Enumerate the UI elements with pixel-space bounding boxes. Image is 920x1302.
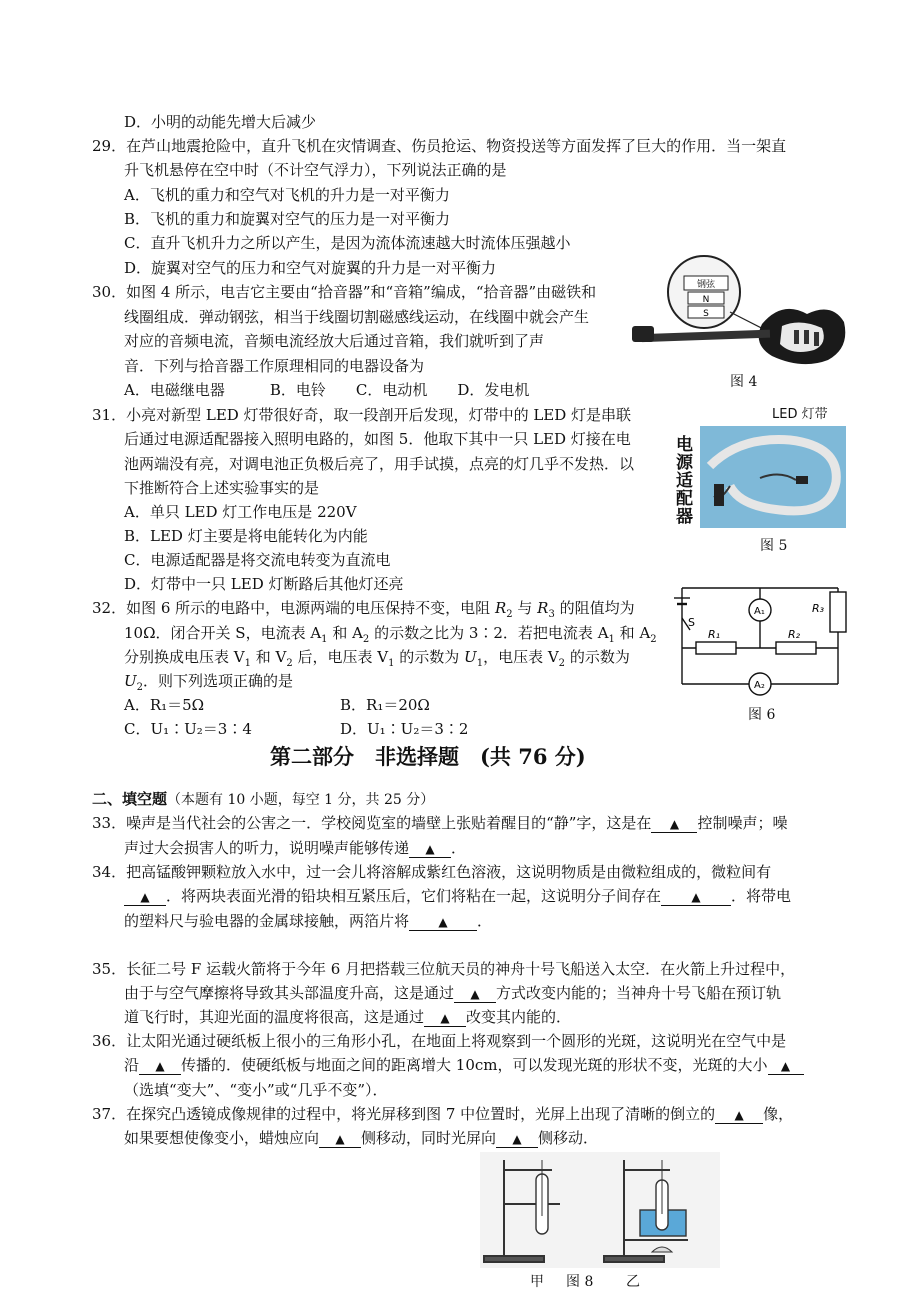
figure-8-caption: 图 8 xyxy=(566,1274,594,1290)
q30-stem-line3: 对应的音频电流，音频电流经放大后通过音箱，我们就听到了声 xyxy=(124,332,545,350)
q36-line3: （选填“变大”、“变小”或“几乎不变”）． xyxy=(124,1081,388,1099)
q33-blank-2[interactable]: ▲ xyxy=(409,841,451,858)
q30-stem-line1: 30．如图 4 所示，电吉它主要由“拾音器”和“音箱”编成，“拾音器”由磁铁和 xyxy=(92,283,597,301)
figure-8-label-left: 甲 xyxy=(530,1274,544,1290)
fig6-label-r3: R₃ xyxy=(812,602,825,615)
figure-6-circuit xyxy=(668,578,858,702)
q37-line1: 37．在探究凸透镜成像规律的过程中，将光屏移到图 7 中位置时，光屏上出现了清晰的倒立的 ▲ 像， xyxy=(92,1105,794,1123)
q31-option-a: A．单只 LED 灯工作电压是 220V xyxy=(124,503,357,521)
q31-stem-line2: 后通过电源适配器接入照明电路的，如图 5．他取下其中一只 LED 灯接在电 xyxy=(124,430,631,448)
q34-line2: ▲ ．将两块表面光滑的铅块相互紧压后，它们将粘在一起，这说明分子间存在 ▲ ．将带电 xyxy=(124,884,791,908)
fig4-label-n: N xyxy=(702,295,710,305)
q37-blank-1[interactable]: ▲ xyxy=(715,1107,763,1124)
q28-option-d: D．小明的动能先增大后减少 xyxy=(124,113,317,131)
q29-option-b: B．飞机的重力和旋翼对空气的压力是一对平衡力 xyxy=(124,210,451,228)
figure-6-caption: 图 6 xyxy=(748,707,776,723)
fig6-label-r2: R₂ xyxy=(788,628,801,641)
section2-heading: 二、填空题（本题有 10 小题，每空 1 分，共 25 分） xyxy=(92,790,435,808)
fig6-label-a2: A₂ xyxy=(754,680,765,691)
figure-5-led-photo xyxy=(700,426,846,528)
q30-stem-line2: 线圈组成．弹动钢弦，相当于线圈切割磁感线运动，在线圈中就会产生 xyxy=(124,308,590,326)
q32-option-a: A．R₁＝5Ω xyxy=(124,696,205,714)
q32-stem-line3: 分别换成电压表 $V_1$ 和 $V_2$ 后，电压表 $V_1$ 的示数为 $U_1$，电压表 $V_2$ 的示数为 xyxy=(124,648,630,669)
q33-line1: 33．噪声是当代社会的公害之一．学校阅览室的墙壁上张贴着醒目的“静”字，这是在 ▲ 控制噪声；噪 xyxy=(92,814,788,832)
fig4-label-s: S xyxy=(703,309,709,319)
q35-line3: 道飞行时，其迎光面的温度将很高，这是通过 ▲ 改变其内能的． xyxy=(124,1008,572,1026)
q32-stem-line4: $U_2$．则下列选项正确的是 xyxy=(124,672,294,693)
q29-option-d: D．旋翼对空气的压力和空气对旋翼的升力是一对平衡力 xyxy=(124,259,497,277)
q36-line1: 36．让太阳光通过硬纸板上很小的三角形小孔，在地面上将观察到一个圆形的光斑，这说明光在空气中是 xyxy=(92,1032,787,1050)
q32-option-b: B．R₁＝20Ω xyxy=(340,696,430,714)
figure-8-apparatus xyxy=(480,1152,720,1268)
q34-line3: 的塑料尺与验电器的金属球接触，两箔片将 ▲ ． xyxy=(124,912,493,930)
q37-blank-3[interactable]: ▲ xyxy=(496,1131,538,1148)
q35-blank-1[interactable]: ▲ xyxy=(454,986,496,1003)
figure-5-caption: 图 5 xyxy=(760,538,788,554)
q29-option-c: C．直升飞机升力之所以产生，是因为流体流速越大时流体压强越小 xyxy=(124,234,571,252)
q32-option-d: D．U₁∶U₂＝3∶2 xyxy=(340,720,469,738)
q34-blank-3[interactable]: ▲ xyxy=(409,914,477,931)
q30-stem-line4: 音．下列与拾音器工作原理相同的电器设备为 xyxy=(124,357,425,375)
q32-option-c: C．U₁∶U₂＝3∶4 xyxy=(124,720,252,738)
q34-blank-1[interactable]: ▲ xyxy=(124,889,166,906)
q37-blank-2[interactable]: ▲ xyxy=(319,1131,361,1148)
q29-stem-line2: 升飞机悬停在空中时（不计空气浮力），下列说法正确的是 xyxy=(124,161,507,179)
fig5-label-adapter: 电源适配器 xyxy=(676,435,693,527)
q31-stem-line1: 31．小亮对新型 LED 灯带很好奇，取一段剖开后发现，灯带中的 LED 灯是串联 xyxy=(92,406,632,424)
figure-4-guitar xyxy=(632,252,850,382)
q33-line2: 声过大会损害人的听力，说明噪声能够传递 ▲ ． xyxy=(124,839,467,857)
q35-blank-2[interactable]: ▲ xyxy=(424,1010,466,1027)
q34-line1: 34．把高锰酸钾颗粒放入水中，过一会儿将溶解成紫红色溶液，这说明物质是由微粒组成的，微粒间有 xyxy=(92,863,772,881)
q30-options: A．电磁继电器 B．电铃 C．电动机 D．发电机 xyxy=(124,381,530,399)
fig6-label-a1: A₁ xyxy=(754,606,765,617)
q32-stem-line2: 10Ω．闭合开关 S，电流表 $A_1$ 和 $A_2$ 的示数之比为 3∶2．若把电流表 $A_1$ 和 $A_2$ xyxy=(124,624,657,645)
q36-blank-1[interactable]: ▲ xyxy=(139,1058,181,1075)
q35-line1: 35．长征二号 F 运载火箭将于今年 6 月把搭载三位航天员的神舟十号飞船送入太空．在火箭上升过程中， xyxy=(92,960,796,978)
q36-line2: 沿 ▲ 传播的．使硬纸板与地面之间的距离增大 10cm，可以发现光斑的形状不变，光斑的大小 ▲ xyxy=(124,1053,804,1077)
q33-blank-1[interactable]: ▲ xyxy=(651,816,697,833)
q31-option-c: C．电源适配器是将交流电转变为直流电 xyxy=(124,551,391,569)
q31-option-d: D．灯带中一只 LED 灯断路后其他灯还亮 xyxy=(124,575,404,593)
q29-option-a: A．飞机的重力和空气对飞机的升力是一对平衡力 xyxy=(124,186,450,204)
q31-stem-line4: 下推断符合上述实验事实的是 xyxy=(124,479,320,497)
q31-stem-line3: 池两端没有亮，对调电池正负极后亮了，用手试摸，点亮的灯几乎不发热．以 xyxy=(124,455,635,473)
fig6-label-r1: R₁ xyxy=(708,628,721,641)
q31-option-b: B．LED 灯主要是将电能转化为内能 xyxy=(124,527,368,545)
q34-blank-2[interactable]: ▲ xyxy=(661,889,731,906)
q29-stem-line1: 29．在芦山地震抢险中，直升飞机在灾情调查、伤员抢运、物资投送等方面发挥了巨大的作用．当一架直 xyxy=(92,137,787,155)
q35-line2: 由于与空气摩擦将导致其头部温度升高，这是通过 ▲ 方式改变内能的；当神舟十号飞船在预订轨 xyxy=(124,984,782,1002)
figure-8-label-right: 乙 xyxy=(626,1274,640,1290)
q32-stem-line1: 32．如图 6 所示的电路中，电源两端的电压保持不变，电阻 $R_2$ 与 $R_3$ 的阻值均为 xyxy=(92,599,635,620)
fig5-label-led-strip: LED 灯带 xyxy=(772,407,828,422)
part2-title: 第二部分 非选择题 (共 76 分) xyxy=(270,744,586,769)
q37-line2: 如果要想使像变小，蜡烛应向 ▲ 侧移动，同时光屏向 ▲ 侧移动． xyxy=(124,1129,599,1147)
q36-blank-2[interactable]: ▲ xyxy=(768,1058,804,1075)
figure-4-caption: 图 4 xyxy=(730,374,758,390)
fig6-label-s: S xyxy=(688,616,695,629)
fig4-label-string: 钢弦 xyxy=(696,280,716,290)
